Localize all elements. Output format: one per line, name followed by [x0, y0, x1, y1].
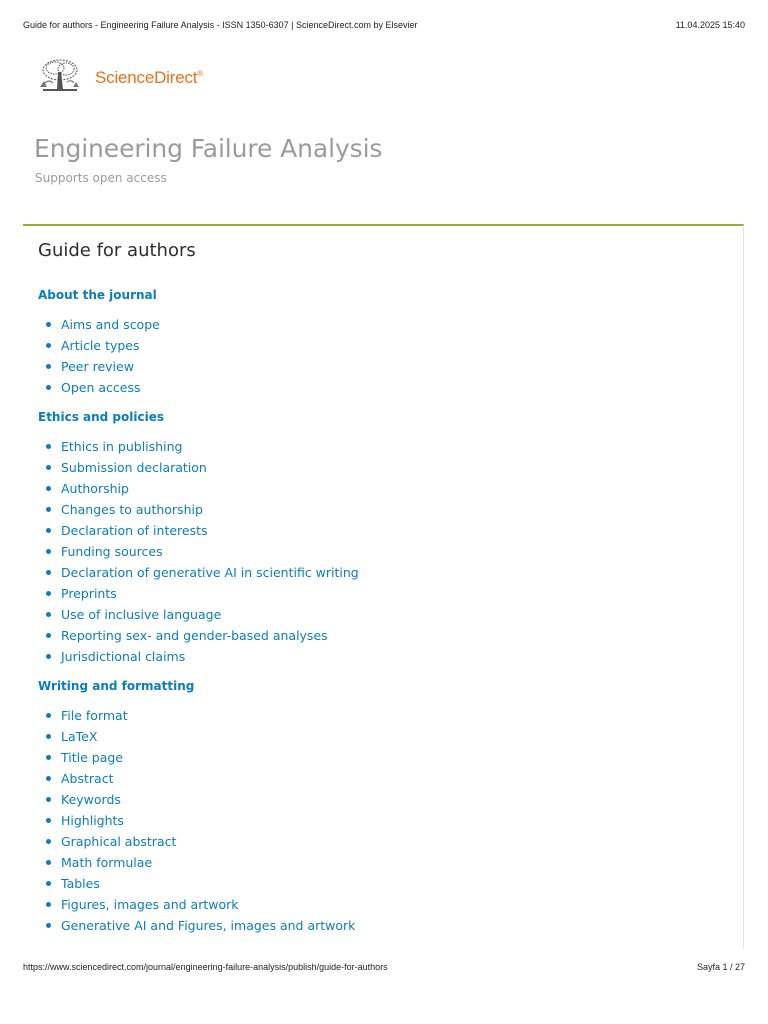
toc-link-file-format[interactable]: File format: [61, 708, 128, 723]
list-item: [46, 852, 355, 873]
list-item: [46, 583, 359, 604]
print-url: https://www.sciencedirect.com/journal/engineering-failure-analysis/publish/guide-for-authors: [23, 962, 388, 972]
list-item: [46, 831, 355, 852]
toc-link-sex-gender-analyses[interactable]: Reporting sex- and gender-based analyses: [61, 628, 328, 643]
toc-link-changes-to-authorship[interactable]: Changes to authorship: [61, 502, 203, 517]
bullet-icon: [46, 734, 51, 739]
toc-link-tables[interactable]: Tables: [61, 876, 100, 891]
bullet-icon: [46, 343, 51, 348]
bullet-icon: [46, 654, 51, 659]
bullet-icon: [46, 528, 51, 533]
bullet-icon: [46, 633, 51, 638]
bullet-icon: [46, 591, 51, 596]
print-page-number: Sayfa 1 / 27: [696, 962, 745, 972]
list-item: [46, 915, 355, 936]
toc-link-peer-review[interactable]: Peer review: [61, 359, 134, 374]
list-item: [46, 747, 355, 768]
list-item: [46, 705, 355, 726]
list-item: [46, 377, 160, 398]
bullet-icon: [46, 486, 51, 491]
list-item: [46, 646, 359, 667]
toc-list-writing: [46, 705, 355, 936]
bullet-icon: [46, 570, 51, 575]
print-page-title: Guide for authors - Engineering Failure Analysis - ISSN 1350-6307 | ScienceDirect.com by Elsevier: [23, 20, 418, 30]
guide-heading: Guide for authors: [38, 240, 196, 261]
bullet-icon: [46, 444, 51, 449]
bullet-icon: [46, 881, 51, 886]
section-title-writing-and-formatting[interactable]: Writing and formatting: [38, 679, 195, 693]
bullet-icon: [46, 364, 51, 369]
bullet-icon: [46, 385, 51, 390]
toc-link-ethics-in-publishing[interactable]: Ethics in publishing: [61, 439, 183, 454]
toc-link-inclusive-language[interactable]: Use of inclusive language: [61, 607, 222, 622]
toc-link-latex[interactable]: LaTeX: [61, 729, 98, 744]
toc-link-jurisdictional-claims[interactable]: Jurisdictional claims: [61, 649, 186, 664]
sciencedirect-home-link[interactable]: [37, 58, 203, 94]
list-item: [46, 894, 355, 915]
journal-title: Engineering Failure Analysis: [34, 134, 383, 163]
toc-list-about: [46, 314, 160, 398]
toc-link-article-types[interactable]: Article types: [61, 338, 140, 353]
toc-link-preprints[interactable]: Preprints: [61, 586, 117, 601]
toc-link-figures-images-artwork[interactable]: Figures, images and artwork: [61, 897, 239, 912]
bullet-icon: [46, 902, 51, 907]
bullet-icon: [46, 818, 51, 823]
list-item: [46, 520, 359, 541]
bullet-icon: [46, 776, 51, 781]
section-title-ethics-and-policies[interactable]: Ethics and policies: [38, 410, 164, 424]
toc-link-authorship[interactable]: Authorship: [61, 481, 129, 496]
toc-link-abstract[interactable]: Abstract: [61, 771, 114, 786]
brand-registered-mark: ®: [197, 69, 203, 78]
list-item: [46, 436, 359, 457]
toc-link-declaration-of-interests[interactable]: Declaration of interests: [61, 523, 208, 538]
print-header: [23, 20, 745, 30]
list-item: [46, 562, 359, 583]
toc-link-keywords[interactable]: Keywords: [61, 792, 121, 807]
list-item: [46, 768, 355, 789]
list-item: [46, 810, 355, 831]
list-item: [46, 726, 355, 747]
toc-link-funding-sources[interactable]: Funding sources: [61, 544, 163, 559]
toc-list-ethics: [46, 436, 359, 667]
bullet-icon: [46, 923, 51, 928]
toc-link-graphical-abstract[interactable]: Graphical abstract: [61, 834, 177, 849]
list-item: [46, 499, 359, 520]
list-item: [46, 541, 359, 562]
journal-open-access-note: Supports open access: [35, 171, 167, 185]
toc-link-generative-ai-declaration[interactable]: Declaration of generative AI in scientific writing: [61, 565, 359, 580]
bullet-icon: [46, 549, 51, 554]
toc-link-aims-and-scope[interactable]: Aims and scope: [61, 317, 160, 332]
list-item: [46, 314, 160, 335]
toc-link-submission-declaration[interactable]: Submission declaration: [61, 460, 207, 475]
list-item: [46, 356, 160, 377]
list-item: [46, 335, 160, 356]
bullet-icon: [46, 797, 51, 802]
bullet-icon: [46, 860, 51, 865]
list-item: [46, 604, 359, 625]
toc-link-generative-ai-figures[interactable]: Generative AI and Figures, images and artwork: [61, 918, 356, 933]
list-item: [46, 789, 355, 810]
bullet-icon: [46, 713, 51, 718]
list-item: [46, 625, 359, 646]
brand-name: ScienceDirect: [95, 68, 198, 87]
print-datetime: 11.04.2025 15:40: [675, 20, 745, 30]
elsevier-tree-icon: [37, 58, 81, 94]
toc-link-open-access[interactable]: Open access: [61, 380, 141, 395]
toc-link-highlights[interactable]: Highlights: [61, 813, 124, 828]
bullet-icon: [46, 465, 51, 470]
print-footer: [23, 962, 745, 972]
toc-link-math-formulae[interactable]: Math formulae: [61, 855, 153, 870]
bullet-icon: [46, 839, 51, 844]
list-item: [46, 478, 359, 499]
section-title-about-journal[interactable]: About the journal: [38, 288, 157, 302]
toc-link-title-page[interactable]: Title page: [61, 750, 123, 765]
bullet-icon: [46, 507, 51, 512]
list-item: [46, 457, 359, 478]
bullet-icon: [46, 612, 51, 617]
list-item: [46, 873, 355, 894]
bullet-icon: [46, 755, 51, 760]
bullet-icon: [46, 322, 51, 327]
